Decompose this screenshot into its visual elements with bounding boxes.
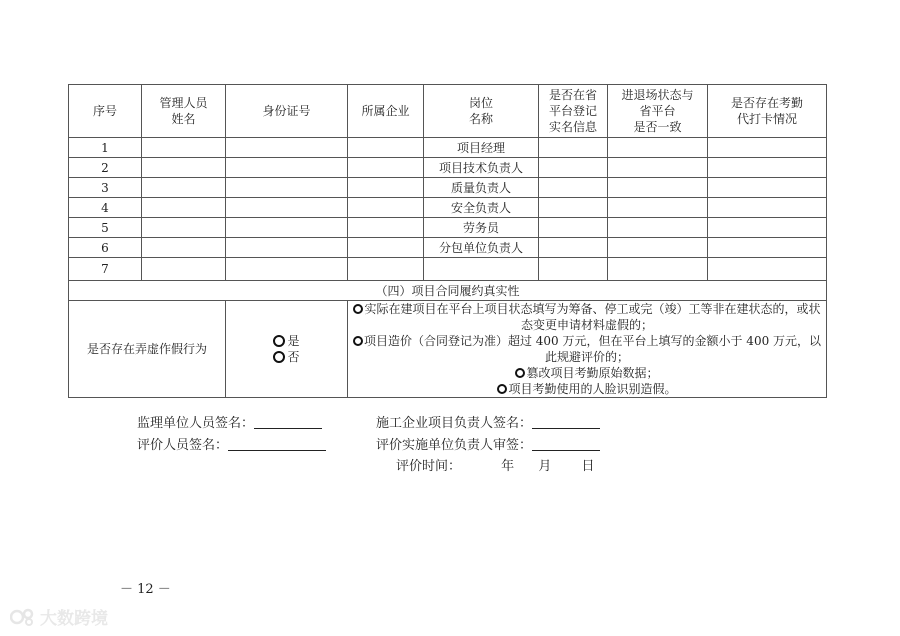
row-number: 6 xyxy=(69,238,142,258)
watermark-logo-icon xyxy=(10,607,36,627)
position-cell: 项目技术负责人 xyxy=(424,158,539,178)
signature-line[interactable] xyxy=(532,438,600,451)
empty-cell[interactable] xyxy=(539,158,608,178)
empty-cell[interactable] xyxy=(226,178,348,198)
empty-cell[interactable] xyxy=(348,258,424,281)
empty-cell[interactable] xyxy=(708,198,827,218)
position-cell: 劳务员 xyxy=(424,218,539,238)
radio-icon xyxy=(273,351,285,363)
option-no[interactable]: 否 xyxy=(228,349,345,365)
empty-cell[interactable] xyxy=(348,178,424,198)
header-id: 身份证号 xyxy=(226,85,348,138)
row-number: 5 xyxy=(69,218,142,238)
position-cell xyxy=(424,258,539,281)
empty-cell[interactable] xyxy=(708,178,827,198)
criteria-item: 项目考勤使用的人脸识别造假。 xyxy=(350,381,824,397)
position-cell: 分包单位负责人 xyxy=(424,238,539,258)
table-row xyxy=(69,198,827,218)
empty-cell[interactable] xyxy=(539,198,608,218)
contractor-signature: 施工企业项目负责人签名： xyxy=(376,412,600,431)
table-header-row xyxy=(69,85,827,138)
position-cell: 质量负责人 xyxy=(424,178,539,198)
row-number: 1 xyxy=(69,138,142,158)
empty-cell[interactable] xyxy=(348,198,424,218)
signature-line[interactable] xyxy=(254,416,322,429)
empty-cell[interactable] xyxy=(142,218,226,238)
empty-cell[interactable] xyxy=(708,138,827,158)
page-number: － 12 － xyxy=(120,582,171,597)
evaluator-signature: 评价人员签名： xyxy=(137,434,326,453)
position-cell: 安全负责人 xyxy=(424,198,539,218)
criteria-item: 项目造价（合同登记为准）超过 400 万元，但在平台上填写的金额小于 400 万元，以此规避评价的； xyxy=(350,333,824,365)
radio-icon xyxy=(273,335,285,347)
bullet-icon xyxy=(515,368,525,378)
empty-cell[interactable] xyxy=(226,218,348,238)
table-row xyxy=(69,238,827,258)
bullet-icon xyxy=(497,384,507,394)
answer-options xyxy=(226,301,348,398)
header-attendance: 是否存在考勤 代打卡情况 xyxy=(708,85,827,138)
empty-cell[interactable] xyxy=(608,238,708,258)
empty-cell[interactable] xyxy=(539,238,608,258)
empty-cell[interactable] xyxy=(142,178,226,198)
criteria-item: 篡改项目考勤原始数据； xyxy=(350,365,824,381)
criteria-list xyxy=(348,301,827,398)
watermark: 大数跨境 xyxy=(10,604,108,629)
table-row xyxy=(69,178,827,198)
bullet-icon xyxy=(353,304,363,314)
empty-cell[interactable] xyxy=(142,138,226,158)
signature-line[interactable] xyxy=(228,438,326,451)
question-label: 是否存在弄虚作假行为 xyxy=(69,301,226,398)
empty-cell[interactable] xyxy=(539,258,608,281)
empty-cell[interactable] xyxy=(708,258,827,281)
empty-cell[interactable] xyxy=(226,138,348,158)
criteria-item: 实际在建项目在平台上项目状态填写为筹备、停工或完（竣）工等非在建状态的，或状态变更申请材料虚假的； xyxy=(350,301,824,333)
row-number: 7 xyxy=(69,258,142,281)
empty-cell[interactable] xyxy=(608,258,708,281)
empty-cell[interactable] xyxy=(348,138,424,158)
empty-cell[interactable] xyxy=(608,218,708,238)
empty-cell[interactable] xyxy=(539,218,608,238)
empty-cell[interactable] xyxy=(608,138,708,158)
empty-cell[interactable] xyxy=(142,198,226,218)
option-yes[interactable]: 是 xyxy=(228,333,345,349)
table-row xyxy=(69,218,827,238)
empty-cell[interactable] xyxy=(539,178,608,198)
empty-cell[interactable] xyxy=(608,198,708,218)
empty-cell[interactable] xyxy=(142,258,226,281)
table-row xyxy=(69,258,827,281)
empty-cell[interactable] xyxy=(708,158,827,178)
table-row xyxy=(69,138,827,158)
empty-cell[interactable] xyxy=(226,198,348,218)
empty-cell[interactable] xyxy=(226,158,348,178)
empty-cell[interactable] xyxy=(226,258,348,281)
empty-cell[interactable] xyxy=(708,218,827,238)
empty-cell[interactable] xyxy=(226,238,348,258)
empty-cell[interactable] xyxy=(708,238,827,258)
empty-cell[interactable] xyxy=(348,238,424,258)
empty-cell[interactable] xyxy=(348,218,424,238)
empty-cell[interactable] xyxy=(142,158,226,178)
header-position: 岗位 名称 xyxy=(424,85,539,138)
header-name: 管理人员 姓名 xyxy=(142,85,226,138)
empty-cell[interactable] xyxy=(539,138,608,158)
personnel-table xyxy=(68,84,827,398)
position-cell: 项目经理 xyxy=(424,138,539,158)
section-title: （四）项目合同履约真实性 xyxy=(69,281,827,301)
signature-line[interactable] xyxy=(532,416,600,429)
header-company: 所属企业 xyxy=(348,85,424,138)
evaluation-form xyxy=(68,84,826,398)
reviewer-signature: 评价实施单位负责人审签： xyxy=(376,434,600,453)
table-row xyxy=(69,158,827,178)
empty-cell[interactable] xyxy=(348,158,424,178)
header-no: 序号 xyxy=(69,85,142,138)
bullet-icon xyxy=(353,336,363,346)
row-number: 3 xyxy=(69,178,142,198)
empty-cell[interactable] xyxy=(142,238,226,258)
evaluation-time: 评价时间： 年 月 日 xyxy=(396,459,595,474)
empty-cell[interactable] xyxy=(608,178,708,198)
supervisor-signature: 监理单位人员签名： xyxy=(137,412,322,431)
row-number: 2 xyxy=(69,158,142,178)
empty-cell[interactable] xyxy=(608,158,708,178)
row-number: 4 xyxy=(69,198,142,218)
header-registered: 是否在省 平台登记 实名信息 xyxy=(539,85,608,138)
header-status: 进退场状态与 省平台 是否一致 xyxy=(608,85,708,138)
